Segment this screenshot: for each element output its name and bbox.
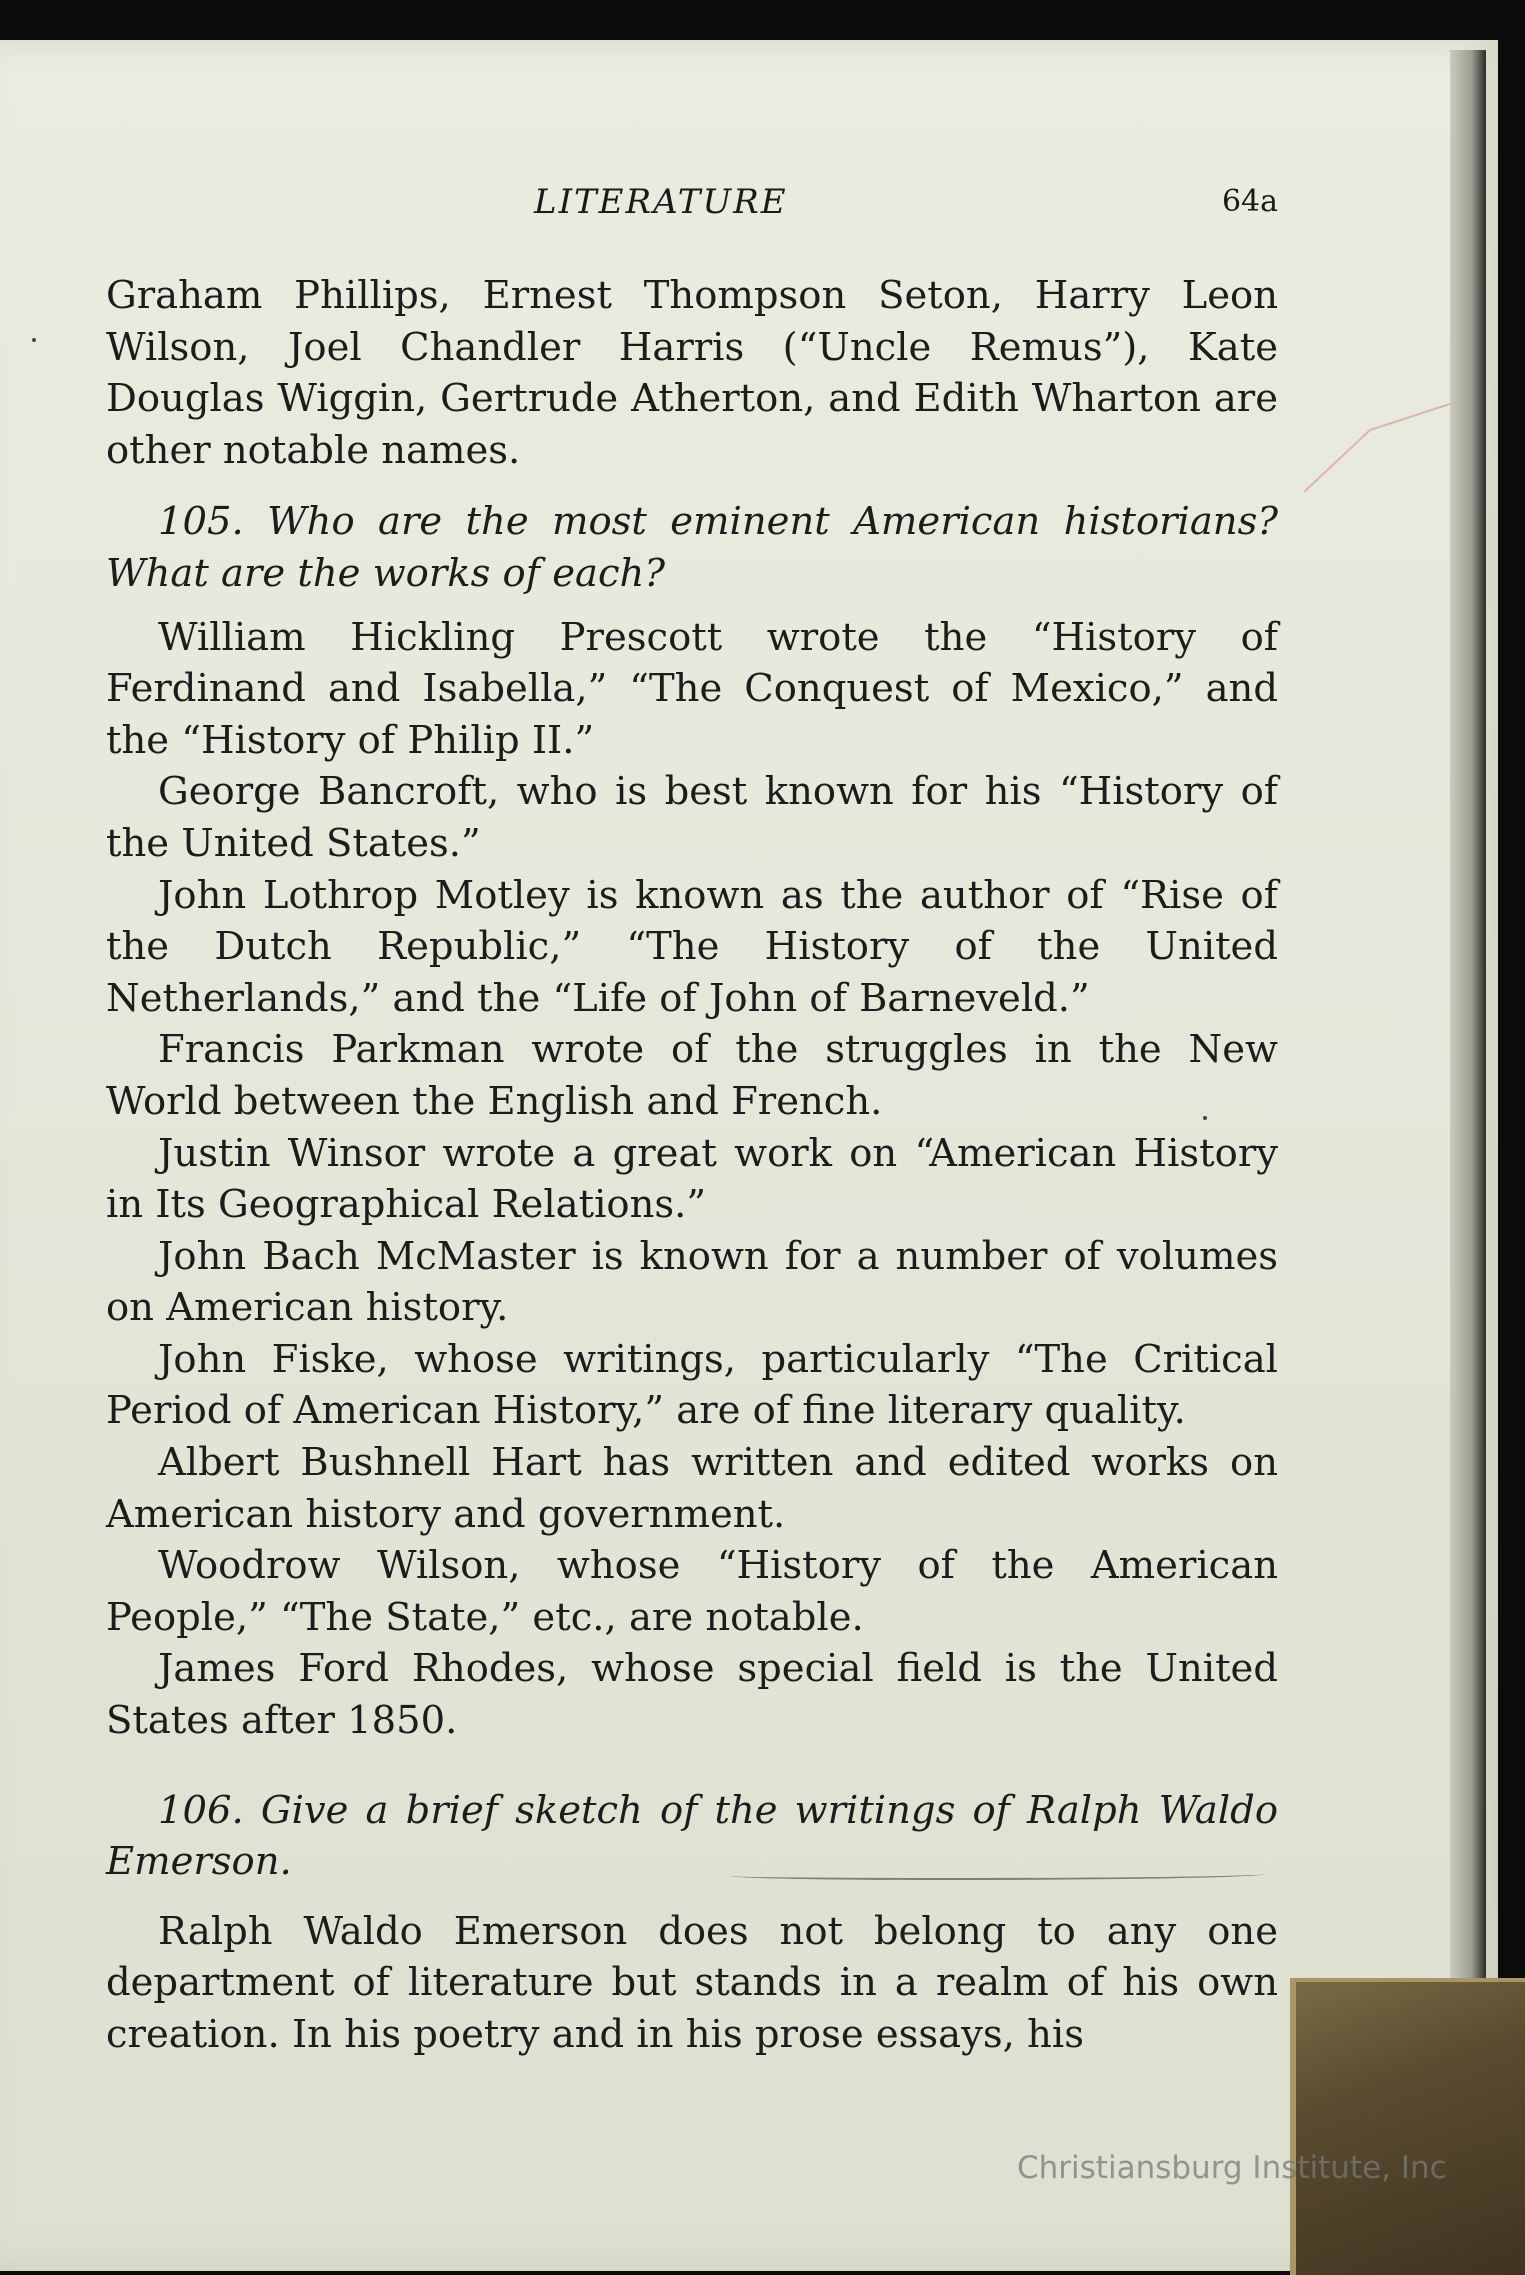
paper-speck	[1203, 1116, 1207, 1120]
question-106: 106. Give a brief sketch of the writings of Ralph Waldo Emerson.	[106, 1787, 1278, 1885]
page-edge	[1450, 50, 1486, 2271]
paragraph-mcmaster: John Bach McMaster is known for a number of volumes on American history.	[106, 1233, 1278, 1331]
paragraph-hart: Albert Bushnell Hart has written and edited works on American history and government.	[106, 1440, 1278, 1537]
pencil-check-mark	[1300, 400, 1460, 500]
paragraph-parkman: Francis Parkman wrote of the struggles in the New World between the English and French.	[106, 1027, 1278, 1124]
body-text	[106, 270, 1278, 2061]
paragraph-emerson: Ralph Waldo Emerson does not belong to any one department of literature but stands in a realm of his own creation. In his poetry and in his prose essays, his	[106, 1908, 1278, 2057]
paragraph-bancroft: George Bancroft, who is best known for his “History of the United States.”	[106, 769, 1278, 866]
paragraph-continuation: Graham Phillips, Ernest Thompson Seton, Harry Leon Wilson, Joel Chandler Harris (“Uncle Remus”), Kate Douglas Wiggin, Gertrude Atherton, and Edith Wharton are other notable names.	[106, 273, 1278, 473]
page-number: 64a	[1221, 184, 1278, 219]
running-title: LITERATURE	[534, 182, 788, 222]
paper-speck	[32, 338, 36, 342]
paragraph-rhodes: James Ford Rhodes, whose special field is the United States after 1850.	[106, 1646, 1278, 1744]
question-105: 105. Who are the most eminent American historians? What are the works of each?	[106, 499, 1278, 596]
paragraph-motley: John Lothrop Motley is known as the author of “Rise of the Dutch Republic,” “The History of the United Netherlands,” and the “Life of John of Barneveld.”	[106, 872, 1278, 1021]
running-head	[106, 182, 1278, 232]
paragraph-wilson: Woodrow Wilson, whose “History of the American People,” “The State,” etc., are notable.	[106, 1543, 1278, 1640]
watermark: Christiansburg Institute, Inc	[1017, 2150, 1447, 2186]
paragraph-winsor: Justin Winsor wrote a great work on “American History in Its Geographical Relations.”	[106, 1130, 1278, 1228]
paragraph-fiske: John Fiske, whose writings, particularly “The Critical Period of American History,” are of fine literary quality.	[106, 1336, 1278, 1434]
paragraph-prescott: William Hickling Prescott wrote the “History of Ferdinand and Isabella,” “The Conquest of Mexico,” and the “History of Philip II.”	[106, 614, 1278, 763]
page-weight-block	[1290, 1978, 1525, 2275]
